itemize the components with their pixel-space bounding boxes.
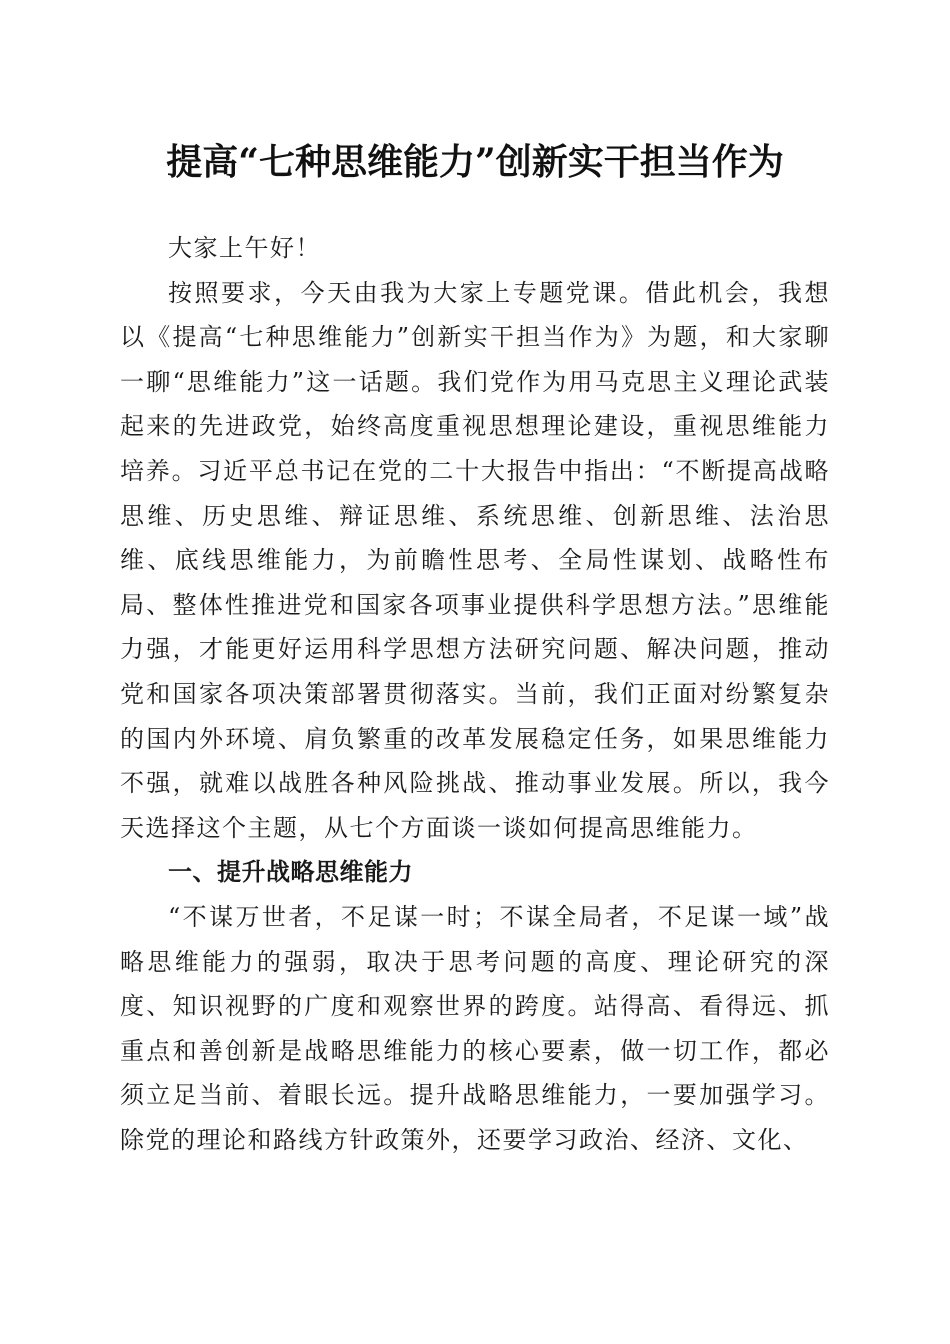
document-title: 提高“七种思维能力”创新实干担当作为: [166, 141, 784, 183]
greeting-paragraph: 大家上午好！: [168, 234, 321, 262]
document-body: [120, 226, 830, 1162]
section-paragraph-strategic-thinking: “不谋万世者，不足谋一时；不谋全局者，不足谋一域”战略思维能力的强弱，取决于思考问题的高度、理论研究的深度、知识视野的广度和观察世界的跨度。站得高、看得远、抓重点和善创新是战略思维能力的核心要素，做一切工作，都必须立足当前、着眼长远。提升战略思维能力，一要加强学习。除党的理论和路线方针政策外，还要学习政治、经济、文化、: [120, 902, 830, 1154]
intro-paragraph: 按照要求，今天由我为大家上专题党课。借此机会，我想以《提高“七种思维能力”创新实干担当作为》为题，和大家聊一聊“思维能力”这一话题。我们党作为用马克思主义理论武装起来的先进政党，始终高度重视思想理论建设，重视思维能力培养。习近平总书记在党的二十大报告中指出：“不断提高战略思维、历史思维、辩证思维、系统思维、创新思维、法治思维、底线思维能力，为前瞻性思考、全局性谋划、战略性布局、整体性推进党和国家各项事业提供科学思想方法。”思维能力强，才能更好运用科学思想方法研究问题、解决问题，推动党和国家各项决策部署贯彻落实。当前，我们正面对纷繁复杂的国内外环境、肩负繁重的改革发展稳定任务，如果思维能力不强，就难以战胜各种风险挑战、推动事业发展。所以，我今天选择这个主题，从七个方面谈一谈如何提高思维能力。: [120, 278, 830, 842]
section-heading-strategic-thinking: 一、提升战略思维能力: [168, 858, 413, 887]
